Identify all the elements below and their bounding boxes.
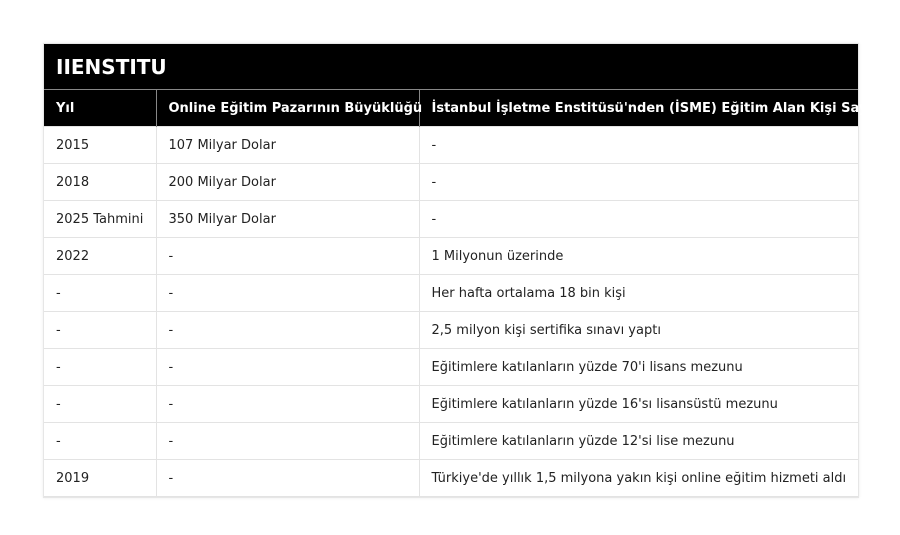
table-row xyxy=(44,127,858,164)
table-row xyxy=(44,386,858,423)
table-row xyxy=(44,238,858,275)
cell-market-size: - xyxy=(156,386,419,423)
cell-year: - xyxy=(44,312,156,349)
table-row xyxy=(44,312,858,349)
cell-year: 2025 Tahmini xyxy=(44,201,156,238)
data-table-container xyxy=(43,43,884,498)
cell-isme-count: Eğitimlere katılanların yüzde 70'i lisans mezunu xyxy=(419,349,858,386)
cell-market-size: - xyxy=(156,275,419,312)
cell-isme-count: Eğitimlere katılanların yüzde 12'si lise mezunu xyxy=(419,423,858,460)
cell-market-size: 200 Milyar Dolar xyxy=(156,164,419,201)
cell-isme-count: 1 Milyonun üzerinde xyxy=(419,238,858,275)
cell-market-size: 107 Milyar Dolar xyxy=(156,127,419,164)
cell-year: - xyxy=(44,423,156,460)
cell-isme-count: - xyxy=(419,164,858,201)
cell-year: 2015 xyxy=(44,127,156,164)
table-row xyxy=(44,275,858,312)
cell-year: - xyxy=(44,386,156,423)
cell-year: 2019 xyxy=(44,460,156,497)
data-table xyxy=(44,89,884,497)
table-row xyxy=(44,201,858,238)
header-year: Yıl xyxy=(44,90,156,127)
table-row xyxy=(44,164,858,201)
table-row xyxy=(44,460,858,497)
cell-isme-count: - xyxy=(419,201,858,238)
cell-market-size: - xyxy=(156,423,419,460)
table-row xyxy=(44,423,858,460)
cell-year: 2022 xyxy=(44,238,156,275)
cell-isme-count: Eğitimlere katılanların yüzde 16'sı lisansüstü mezunu xyxy=(419,386,858,423)
cell-market-size: - xyxy=(156,349,419,386)
cell-year: - xyxy=(44,275,156,312)
cell-market-size: - xyxy=(156,460,419,497)
cell-market-size: 350 Milyar Dolar xyxy=(156,201,419,238)
cell-isme-count: 2,5 milyon kişi sertifika sınavı yaptı xyxy=(419,312,858,349)
cell-isme-count: - xyxy=(419,127,858,164)
cell-market-size: - xyxy=(156,312,419,349)
header-market-size: Online Eğitim Pazarının Büyüklüğü xyxy=(156,90,419,127)
header-row xyxy=(44,90,858,127)
header-isme-count: İstanbul İşletme Enstitüsü'nden (İSME) Eğitim Alan Kişi Sayısı xyxy=(419,90,858,127)
cell-year: 2018 xyxy=(44,164,156,201)
cell-isme-count: Türkiye'de yıllık 1,5 milyona yakın kişi online eğitim hizmeti aldı xyxy=(419,460,858,497)
table-title: IIENSTITU xyxy=(44,44,858,89)
table-row xyxy=(44,349,858,386)
cell-year: - xyxy=(44,349,156,386)
cell-isme-count: Her hafta ortalama 18 bin kişi xyxy=(419,275,858,312)
cell-market-size: - xyxy=(156,238,419,275)
